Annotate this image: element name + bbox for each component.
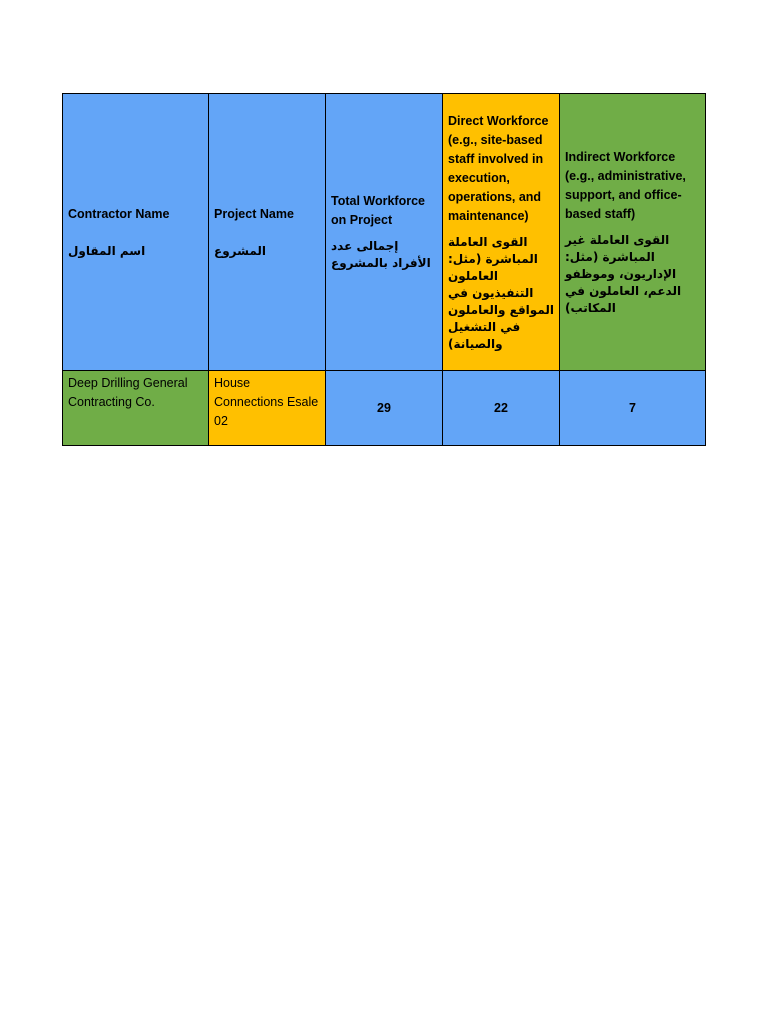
header-project-name: [209, 94, 326, 371]
header-total-workforce: [326, 94, 443, 371]
cell-total: 29: [326, 371, 443, 446]
header-indirect-en: Indirect Workforce (e.g., administrative, support, and office-based staff): [565, 149, 686, 221]
header-contractor-en: Contractor Name: [68, 206, 170, 221]
header-direct-workforce: [443, 94, 560, 371]
header-total-ar: إجمالى عدد الأفراد بالمشروع: [331, 239, 431, 270]
header-contractor-name: [63, 94, 209, 371]
table-row: [63, 371, 706, 446]
cell-direct: 22: [443, 371, 560, 446]
cell-contractor: Deep Drilling General Contracting Co.: [63, 371, 209, 446]
header-direct-ar: القوى العاملة المباشرة (مثل: العاملون التنفيذيون في المواقع والعاملون في التشغيل والصيانة): [448, 234, 554, 351]
header-indirect-ar: القوى العاملة غير المباشرة (مثل: الإداريون، وموظفو الدعم، العاملون في المكاتب): [565, 232, 682, 315]
header-total-en: Total Workforce on Project: [331, 194, 425, 227]
table-header-row: [63, 94, 706, 371]
workforce-table: [62, 93, 706, 446]
header-indirect-workforce: [560, 94, 706, 371]
header-contractor-ar: اسم المقاول: [68, 243, 146, 258]
header-direct-en: Direct Workforce (e.g., site-based staff involved in execution, operations, and maintenance): [448, 113, 549, 223]
header-project-en: Project Name: [214, 206, 294, 221]
header-project-ar: المشروع: [214, 243, 266, 258]
cell-indirect: 7: [560, 371, 706, 446]
cell-project: House Connections Esale 02: [209, 371, 326, 446]
